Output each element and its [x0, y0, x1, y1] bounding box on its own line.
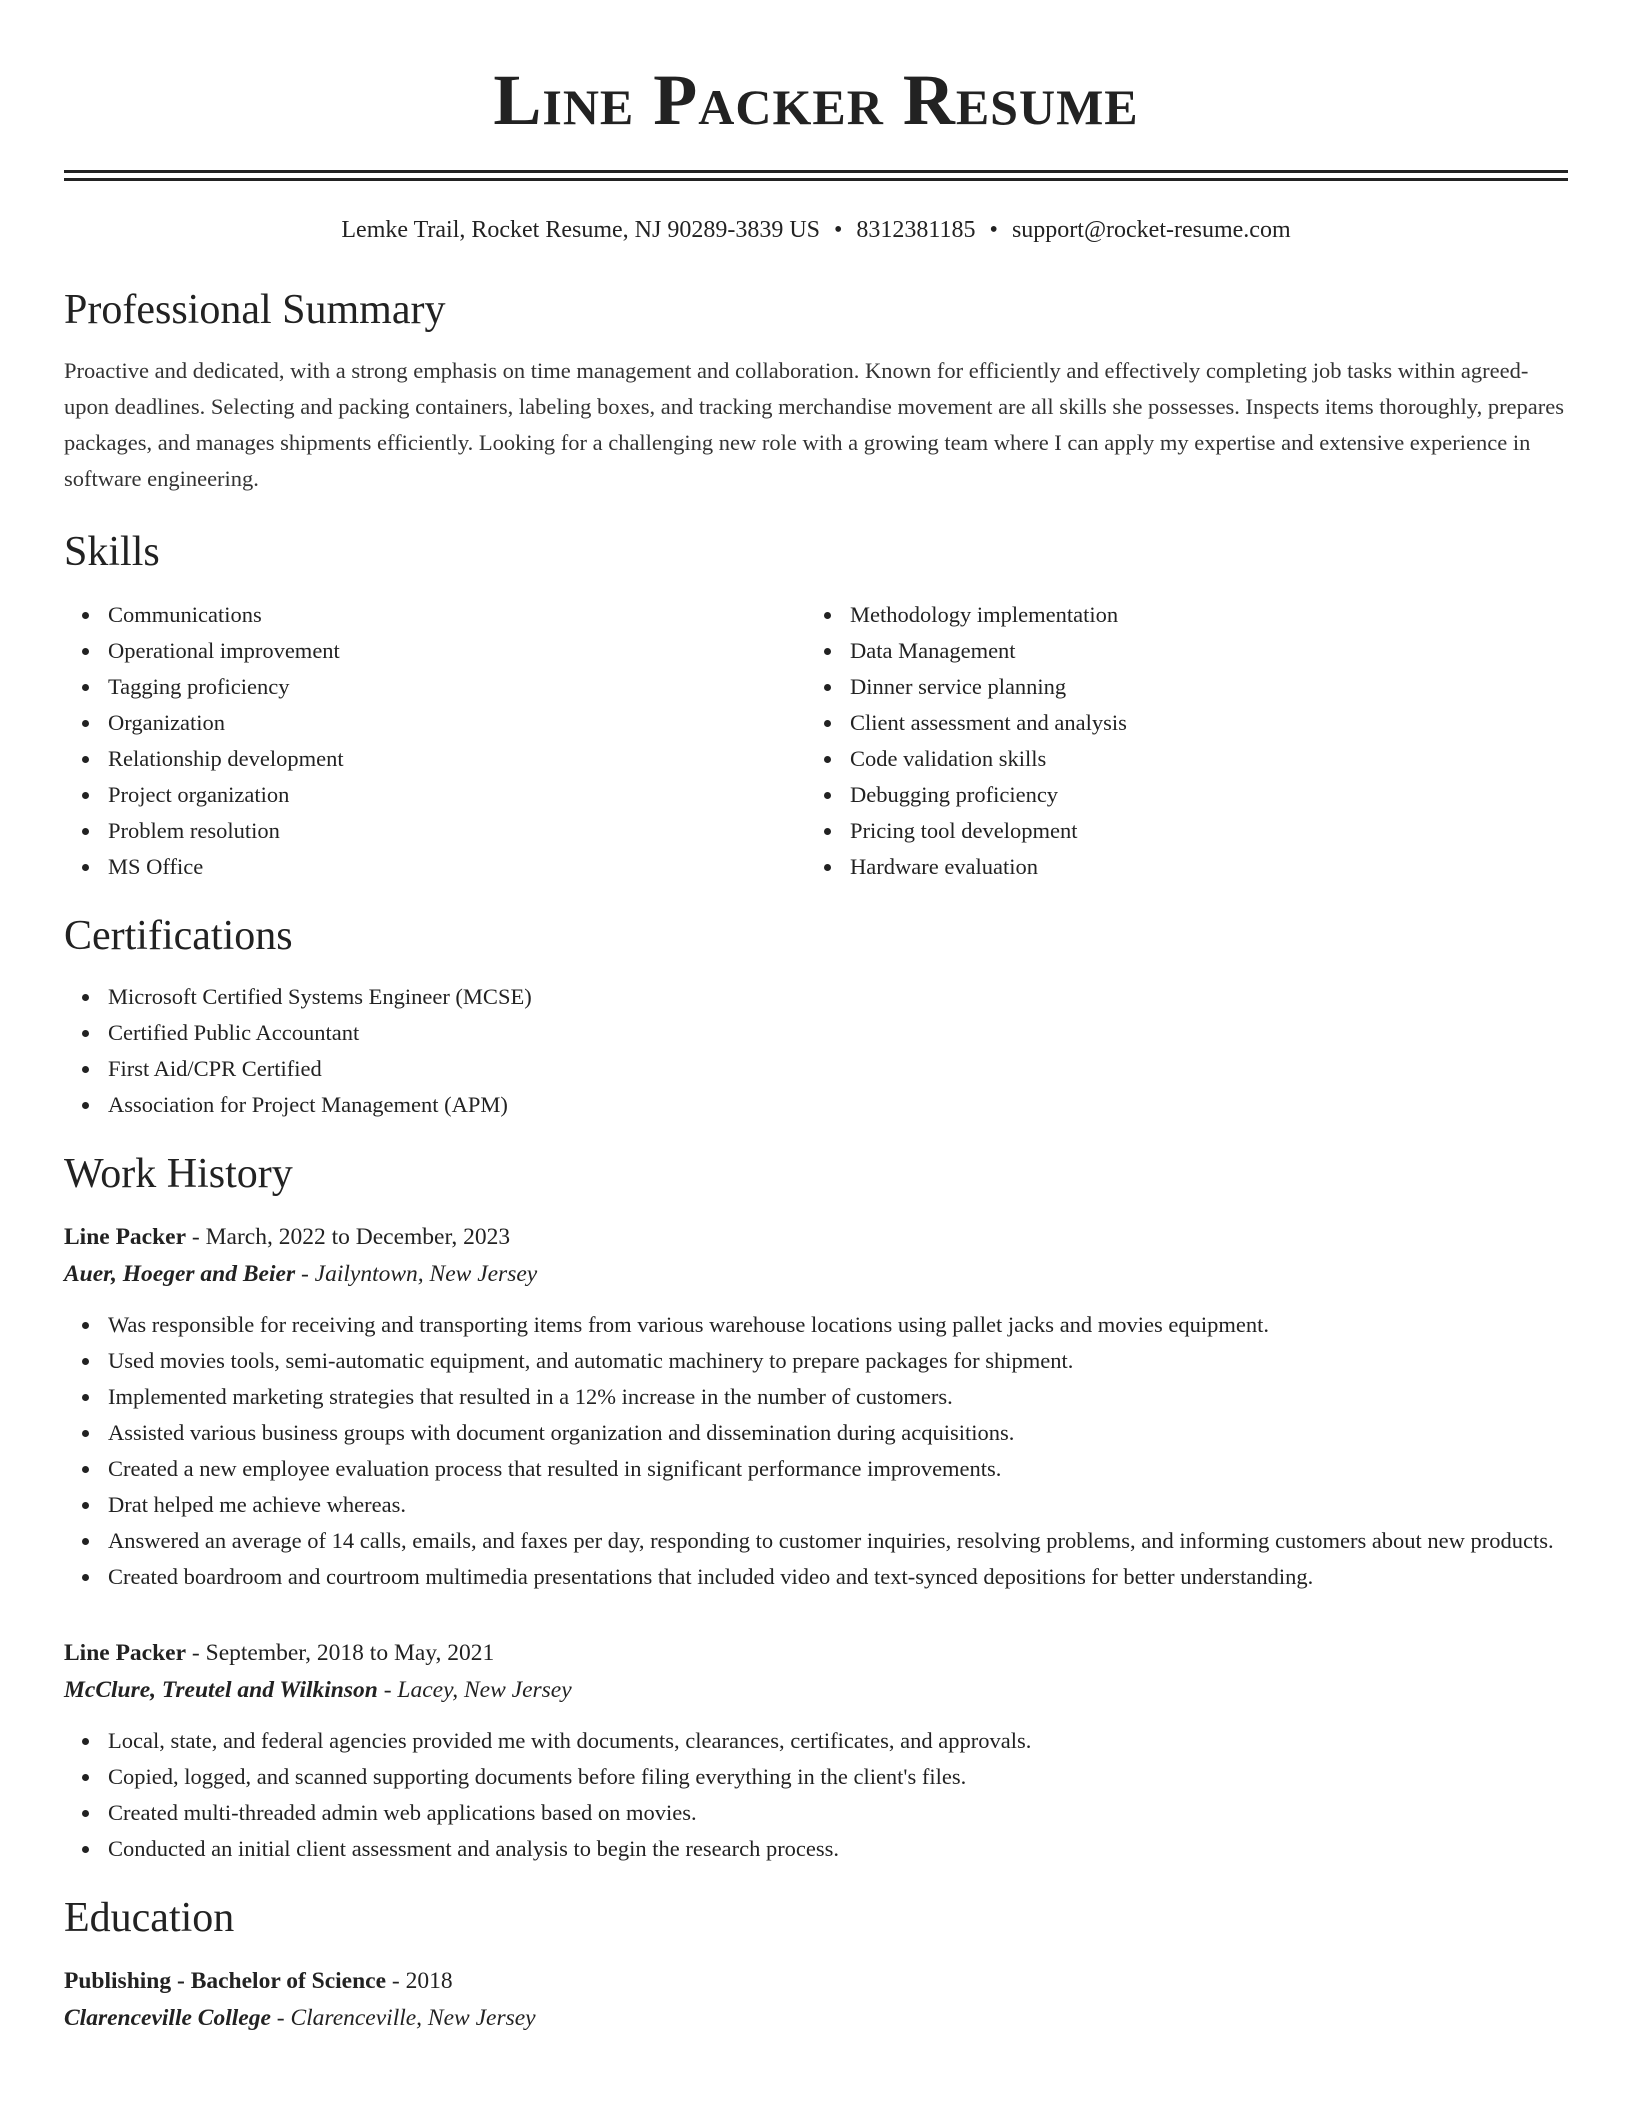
skill-item: Tagging proficiency — [108, 669, 806, 705]
education-degree: Publishing - Bachelor of Science — [64, 1968, 387, 1994]
section-heading-certifications: Certifications — [64, 913, 293, 959]
skills-list-right — [806, 597, 1548, 885]
job-location: Lacey, New Jersey — [397, 1677, 572, 1703]
summary-section — [64, 285, 1568, 497]
job-location: Jailyntown, New Jersey — [314, 1261, 538, 1287]
work-history-section — [64, 1149, 1568, 1867]
skills-column-right — [806, 597, 1548, 885]
certification-item: Association for Project Management (APM) — [108, 1087, 1568, 1123]
job-company-line: Auer, Hoeger and Beier - Jailyntown, New Jersey — [64, 1261, 538, 1287]
certifications-section — [64, 911, 1568, 1123]
skill-item: Debugging proficiency — [850, 777, 1548, 813]
job-bullet: Was responsible for receiving and transporting items from various warehouse locations using pallet jacks and movies equipment. — [108, 1307, 1568, 1343]
job-title-line: Line Packer - September, 2018 to May, 2021 — [64, 1640, 495, 1666]
job-company: McClure, Treutel and Wilkinson — [64, 1677, 378, 1703]
skill-item: Hardware evaluation — [850, 849, 1548, 885]
job-dates: March, 2022 to December, 2023 — [205, 1224, 511, 1250]
skill-item: Pricing tool development — [850, 813, 1548, 849]
certification-item: First Aid/CPR Certified — [108, 1051, 1568, 1087]
skills-section — [64, 527, 1568, 885]
skill-item: Methodology implementation — [850, 597, 1548, 633]
section-heading-education: Education — [64, 1895, 235, 1941]
education-section — [64, 1893, 1568, 2037]
certification-item: Certified Public Accountant — [108, 1015, 1568, 1051]
job-bullet: Answered an average of 14 calls, emails, and faxes per day, responding to customer inquiries, resolving problems, and informing customers about new products. — [108, 1523, 1568, 1559]
title-divider — [64, 170, 1568, 181]
contact-separator: • — [834, 217, 843, 243]
job-company: Auer, Hoeger and Beier — [64, 1261, 296, 1287]
skill-item: MS Office — [108, 849, 806, 885]
job-bullet: Used movies tools, semi-automatic equipment, and automatic machinery to prepare packages for shipment. — [108, 1343, 1568, 1379]
job-title: Line Packer — [64, 1640, 187, 1666]
contact-email: support@rocket-resume.com — [1011, 217, 1291, 243]
job-bullet: Created a new employee evaluation process that resulted in significant performance improvements. — [108, 1451, 1568, 1487]
job-bullet: Copied, logged, and scanned supporting documents before filing everything in the client's files. — [108, 1759, 1568, 1795]
skill-item: Project organization — [108, 777, 806, 813]
contact-phone: 8312381185 — [856, 217, 976, 243]
education-degree-line: Publishing - Bachelor of Science - 2018 — [64, 1968, 453, 1994]
section-heading-work-history: Work History — [64, 1151, 293, 1197]
job-entry — [64, 1635, 1568, 1867]
skill-item: Organization — [108, 705, 806, 741]
education-school: Clarenceville College — [64, 2005, 271, 2031]
contact-address: Lemke Trail, Rocket Resume, NJ 90289-3839 US — [341, 217, 821, 243]
job-bullet: Assisted various business groups with document organization and dissemination during acquisitions. — [108, 1415, 1568, 1451]
skill-item: Client assessment and analysis — [850, 705, 1548, 741]
education-location: Clarenceville, New Jersey — [290, 2005, 536, 2031]
job-bullet: Implemented marketing strategies that resulted in a 12% increase in the number of customers. — [108, 1379, 1568, 1415]
education-entry — [64, 1963, 1568, 2037]
job-bullet-list — [64, 1723, 1568, 1867]
skills-columns — [64, 597, 1568, 885]
job-bullet: Conducted an initial client assessment and analysis to begin the research process. — [108, 1831, 1568, 1867]
skill-item: Data Management — [850, 633, 1548, 669]
job-bullet-list — [64, 1307, 1568, 1595]
education-school-line: Clarenceville College - Clarenceville, New Jersey — [64, 2005, 536, 2031]
skills-column-left — [64, 597, 806, 885]
job-company-line: McClure, Treutel and Wilkinson - Lacey, New Jersey — [64, 1677, 572, 1703]
contact-separator: • — [989, 217, 998, 243]
certification-item: Microsoft Certified Systems Engineer (MCSE) — [108, 979, 1568, 1015]
job-bullet: Local, state, and federal agencies provided me with documents, clearances, certificates, and approvals. — [108, 1723, 1568, 1759]
skill-item: Dinner service planning — [850, 669, 1548, 705]
skill-item: Relationship development — [108, 741, 806, 777]
resume-title: Line Packer Resume — [493, 60, 1139, 140]
job-bullet: Drat helped me achieve whereas. — [108, 1487, 1568, 1523]
skill-item: Communications — [108, 597, 806, 633]
section-heading-summary: Professional Summary — [64, 287, 446, 333]
job-title: Line Packer — [64, 1224, 187, 1250]
certifications-list — [64, 979, 1568, 1123]
job-bullet: Created multi-threaded admin web applications based on movies. — [108, 1795, 1568, 1831]
job-entry — [64, 1219, 1568, 1595]
section-heading-skills: Skills — [64, 529, 160, 575]
skill-item: Problem resolution — [108, 813, 806, 849]
education-year: 2018 — [405, 1968, 453, 1994]
job-bullet: Created boardroom and courtroom multimedia presentations that included video and text-synced depositions for better understanding. — [108, 1559, 1568, 1595]
summary-text: Proactive and dedicated, with a strong emphasis on time management and collaboration. Known for efficiently and effectively completing job tasks within agreed-upon deadlines. Selecting and packing containers, labeling boxes, and tracking merchandise movement are all skills she possesses. Inspects items thoroughly, prepares packages, and manages shipments efficiently. Looking for a challenging new role with a growing team where I can apply my expertise and extensive experience in software engineering. — [64, 358, 1565, 491]
contact-line — [64, 215, 1568, 245]
job-dates: September, 2018 to May, 2021 — [205, 1640, 495, 1666]
job-title-line: Line Packer - March, 2022 to December, 2023 — [64, 1224, 511, 1250]
skills-list-left — [64, 597, 806, 885]
skill-item: Operational improvement — [108, 633, 806, 669]
skill-item: Code validation skills — [850, 741, 1548, 777]
